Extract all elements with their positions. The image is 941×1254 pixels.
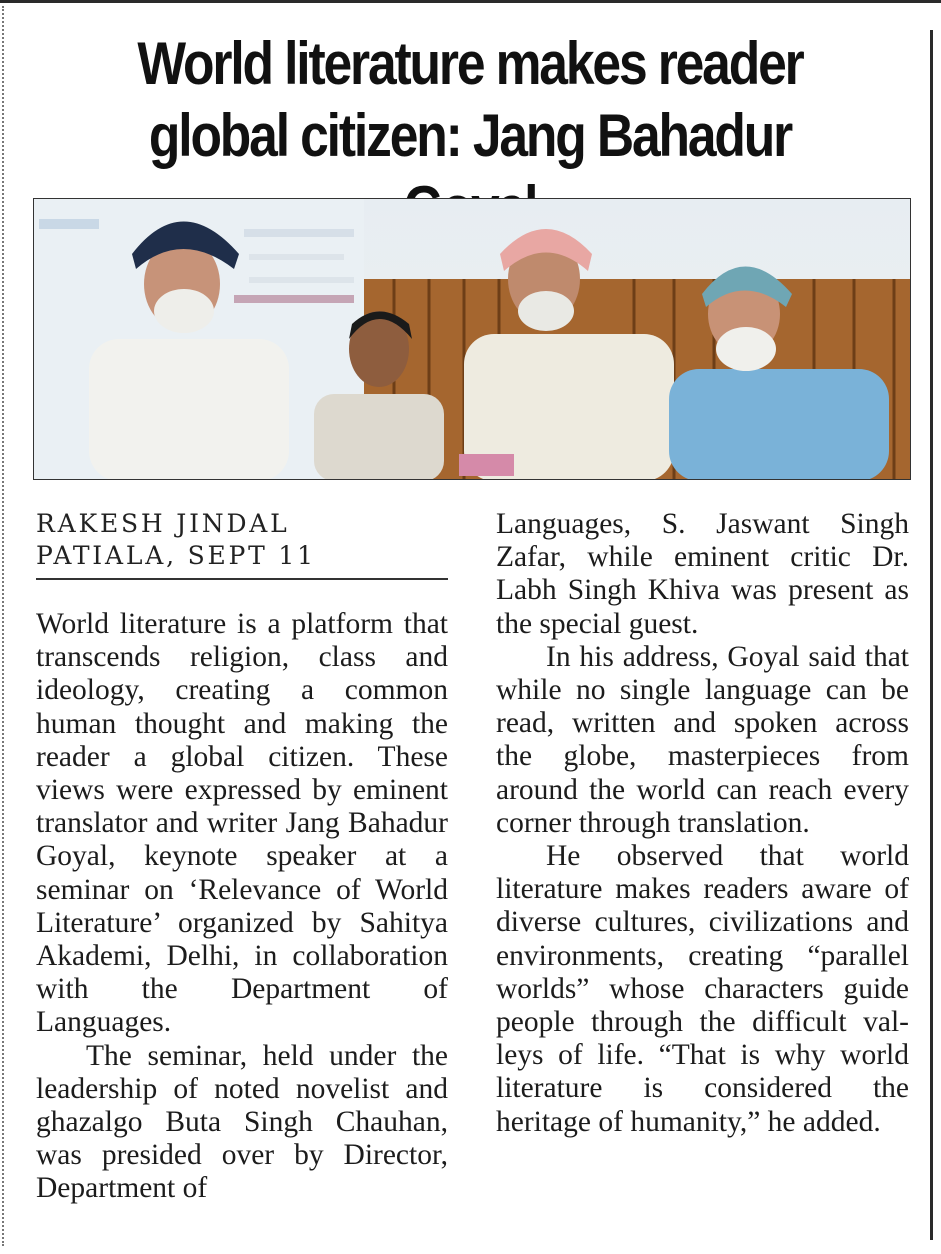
article-paragraph: He observed that world literature makes readers aware of diverse cultures, civilizations and environments, creating “parallel worlds” whose characters guide people through the difficult valleys of life. “That is why world literature is considered the heritage of humanity,” he added.	[496, 840, 909, 1138]
article-column-1	[36, 508, 448, 1206]
right-column-rule	[930, 30, 933, 1240]
article-paragraph: The seminar, held under the leadership of noted novelist and ghazalgo Buta Singh Chauhan, was presided over by Director, Department of	[36, 1039, 448, 1205]
article-paragraph: In his address, Goyal said that while no single language can be read, written and spoken across the globe, masterpieces from around the world can reach every corner through translation.	[496, 640, 909, 839]
byline-dateline: PATIALA, SEPT 11	[36, 541, 316, 570]
top-rule	[0, 0, 941, 3]
article-paragraph: Languages, S. Jaswant Singh Zafar, while eminent critic Dr. Labh Singh Khiva was present as the special guest.	[496, 508, 909, 640]
byline-author: RAKESH JINDAL	[36, 509, 290, 538]
left-dotted-border	[2, 6, 4, 1246]
headline-line-2: global citizen: Jang Bahadur	[148, 102, 792, 169]
article-paragraph: World literature is a platform that transcends religion, class and ideology, creating a common human thought and making the reader a global citizen. These views were expressed by eminent translator and writer Jang Bahadur Goyal, keynote speaker at a seminar on ‘Relevance of World Literature’ organized by Sahitya Akademi, Delhi, in collaboration with the Department of Languages.	[36, 608, 448, 1039]
article-column-2	[496, 508, 909, 1139]
headline-line-1: World literature makes reader	[137, 30, 803, 97]
news-photo	[33, 198, 911, 480]
photo-illustration	[34, 199, 911, 480]
byline-divider	[36, 578, 448, 580]
